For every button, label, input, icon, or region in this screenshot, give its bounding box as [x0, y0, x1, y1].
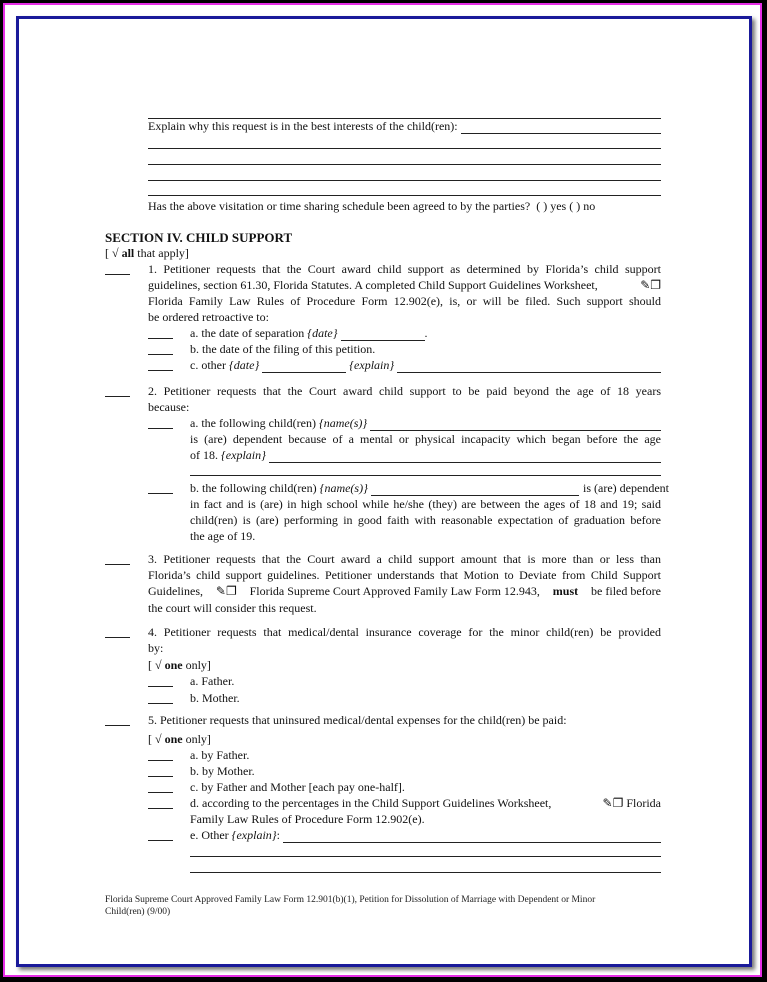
hint: {explain} — [221, 448, 266, 462]
pencil-form-icon: ✎❐ — [640, 278, 661, 292]
item2b-blank[interactable] — [148, 493, 173, 494]
item4-checkbox-blank[interactable] — [105, 637, 130, 638]
text: one — [164, 658, 183, 672]
text: only] — [185, 658, 211, 672]
apply-instruction — [105, 246, 189, 261]
item1-text: Florida Family Law Rules of Procedure Form 12.902(e), is, or will be filed. Such support should — [148, 294, 661, 308]
hint: {explain} — [349, 358, 395, 372]
item1c-blank[interactable] — [148, 370, 173, 371]
item2a-explain — [190, 448, 661, 463]
fill-line[interactable] — [190, 872, 661, 873]
explain-field[interactable] — [269, 451, 661, 463]
item1-text: be ordered retroactive to: — [148, 310, 269, 324]
fill-line[interactable] — [148, 195, 661, 196]
item3-text: 3. Petitioner requests that the Court award a child support amount that is more than or less than — [148, 552, 661, 566]
text: be filed before — [591, 584, 661, 598]
text: Florida — [626, 796, 661, 810]
fill-line[interactable] — [148, 164, 661, 165]
check-mark: √ — [112, 246, 119, 260]
item2a — [190, 416, 661, 431]
check-mark: √ — [155, 732, 162, 746]
item5a: a. by Father. — [190, 748, 250, 762]
text: must — [552, 584, 579, 598]
names-field[interactable] — [370, 419, 661, 431]
text: Guidelines, — [148, 584, 203, 598]
item5d — [190, 796, 661, 811]
item2b — [190, 481, 669, 496]
section-heading: SECTION IV. CHILD SUPPORT — [105, 230, 293, 245]
pencil-form-icon: ✎❐ — [602, 796, 624, 810]
item3-text: the court will consider this request. — [148, 601, 317, 615]
footer-text: Child(ren) (9/00) — [105, 907, 171, 917]
agreed-row — [148, 199, 661, 214]
item3-text: Florida’s child support guidelines. Petitioner understands that Motion to Deviate from Child Support — [148, 568, 661, 582]
item5e — [190, 828, 661, 843]
item4-text: by: — [148, 641, 164, 655]
item1-checkbox-blank[interactable] — [105, 274, 130, 275]
bracket: [ — [105, 246, 109, 260]
fill-line[interactable] — [190, 856, 661, 857]
item4b: b. Mother. — [190, 691, 240, 705]
fill-line[interactable] — [148, 180, 661, 181]
item5-checkbox-blank[interactable] — [105, 725, 130, 726]
check-mark: √ — [155, 658, 162, 672]
item5d-text: Family Law Rules of Procedure Form 12.902(e). — [190, 812, 425, 826]
explain-field[interactable] — [397, 361, 661, 373]
item1b-blank[interactable] — [148, 354, 173, 355]
item5c: c. by Father and Mother [each pay one-half]. — [190, 780, 405, 794]
explain-field[interactable] — [461, 122, 661, 134]
fill-line[interactable] — [190, 475, 661, 476]
item5d-blank[interactable] — [148, 808, 173, 809]
one-only-instruction — [148, 658, 211, 673]
item2-text: because: — [148, 400, 190, 414]
footer-text: Florida Supreme Court Approved Family Law Form 12.901(b)(1), Petition for Dissolution of Marriage with Dependent or Minor — [105, 895, 596, 905]
date-field[interactable] — [262, 361, 346, 373]
date-field[interactable] — [341, 329, 425, 341]
item3-text — [148, 584, 661, 599]
hint: {name(s)} — [319, 481, 368, 495]
text: a. the following child(ren) — [190, 416, 316, 430]
text: one — [164, 732, 183, 746]
text: : — [276, 828, 280, 842]
explain-row — [148, 119, 661, 134]
bracket: [ — [148, 658, 152, 672]
hint: {date} — [228, 358, 260, 372]
pencil-form-icon: ✎❐ — [215, 584, 237, 598]
item1-text — [148, 278, 661, 293]
text: c. other — [190, 358, 226, 372]
text: d. according to the percentages in the Child Support Guidelines Worksheet, — [190, 796, 552, 810]
item2a-blank[interactable] — [148, 428, 173, 429]
text: of 18. — [190, 448, 218, 462]
item2b-text: child(ren) is (are) performing in good faith with reasonable expectation of graduation before — [190, 513, 661, 527]
item5b: b. by Mother. — [190, 764, 255, 778]
item5a-blank[interactable] — [148, 760, 173, 761]
item5-text: 5. Petitioner requests that uninsured medical/dental expenses for the child(ren) be paid: — [148, 713, 567, 727]
text: b. the following child(ren) — [190, 481, 317, 495]
agreed-question: Has the above visitation or time sharing schedule been agreed to by the parties? — [148, 199, 531, 213]
text: only] — [185, 732, 211, 746]
explain-label: Explain why this request is in the best interests of the child(ren): — [148, 119, 458, 133]
item2-text: 2. Petitioner requests that the Court award child support to be paid beyond the age of 18 years — [148, 384, 661, 398]
text: . — [424, 326, 428, 340]
fill-line[interactable] — [148, 148, 661, 149]
one-only-instruction — [148, 732, 211, 747]
item4a: a. Father. — [190, 674, 235, 688]
hint: {date} — [307, 326, 338, 340]
hint: {name(s)} — [318, 416, 368, 430]
no-option[interactable]: ( ) no — [569, 199, 596, 213]
apply-rest: that apply] — [137, 246, 189, 260]
item2a-text: is (are) dependent because of a mental or physical incapacity which began before the age — [190, 432, 661, 446]
text: is (are) dependent — [583, 481, 669, 495]
item2b-text: in fact and is (are) in high school while he/she (they) are between the ages of 18 and 19; said — [190, 497, 661, 511]
apply-word: all — [121, 246, 135, 260]
item3-checkbox-blank[interactable] — [105, 564, 130, 565]
item2-checkbox-blank[interactable] — [105, 396, 130, 397]
yes-option[interactable]: ( ) yes — [536, 199, 567, 213]
hint: {explain} — [231, 828, 277, 842]
item4a-blank[interactable] — [148, 686, 173, 687]
explain-field[interactable] — [283, 831, 661, 843]
text: guidelines, section 61.30, Florida Statutes. A completed Child Support Guidelines Worksheet, — [148, 278, 598, 292]
text: a. the date of separation — [190, 326, 305, 340]
item1a — [190, 326, 428, 341]
item5c-blank[interactable] — [148, 792, 173, 793]
text: Florida Supreme Court Approved Family Law Form 12.943, — [249, 584, 540, 598]
item1b: b. the date of the filing of this petition. — [190, 342, 376, 356]
bracket: [ — [148, 732, 152, 746]
names-field[interactable] — [371, 484, 579, 496]
item4b-blank[interactable] — [148, 703, 173, 704]
item4-text: 4. Petitioner requests that medical/dental insurance coverage for the minor child(ren) be provided — [148, 625, 661, 639]
item2b-text: the age of 19. — [190, 529, 256, 543]
item1c — [190, 358, 661, 373]
item5b-blank[interactable] — [148, 776, 173, 777]
text: e. Other — [190, 828, 229, 842]
item1a-blank[interactable] — [148, 338, 173, 339]
item5e-blank[interactable] — [148, 840, 173, 841]
item1-text: 1. Petitioner requests that the Court award child support as determined by Florida’s child support — [148, 262, 661, 276]
